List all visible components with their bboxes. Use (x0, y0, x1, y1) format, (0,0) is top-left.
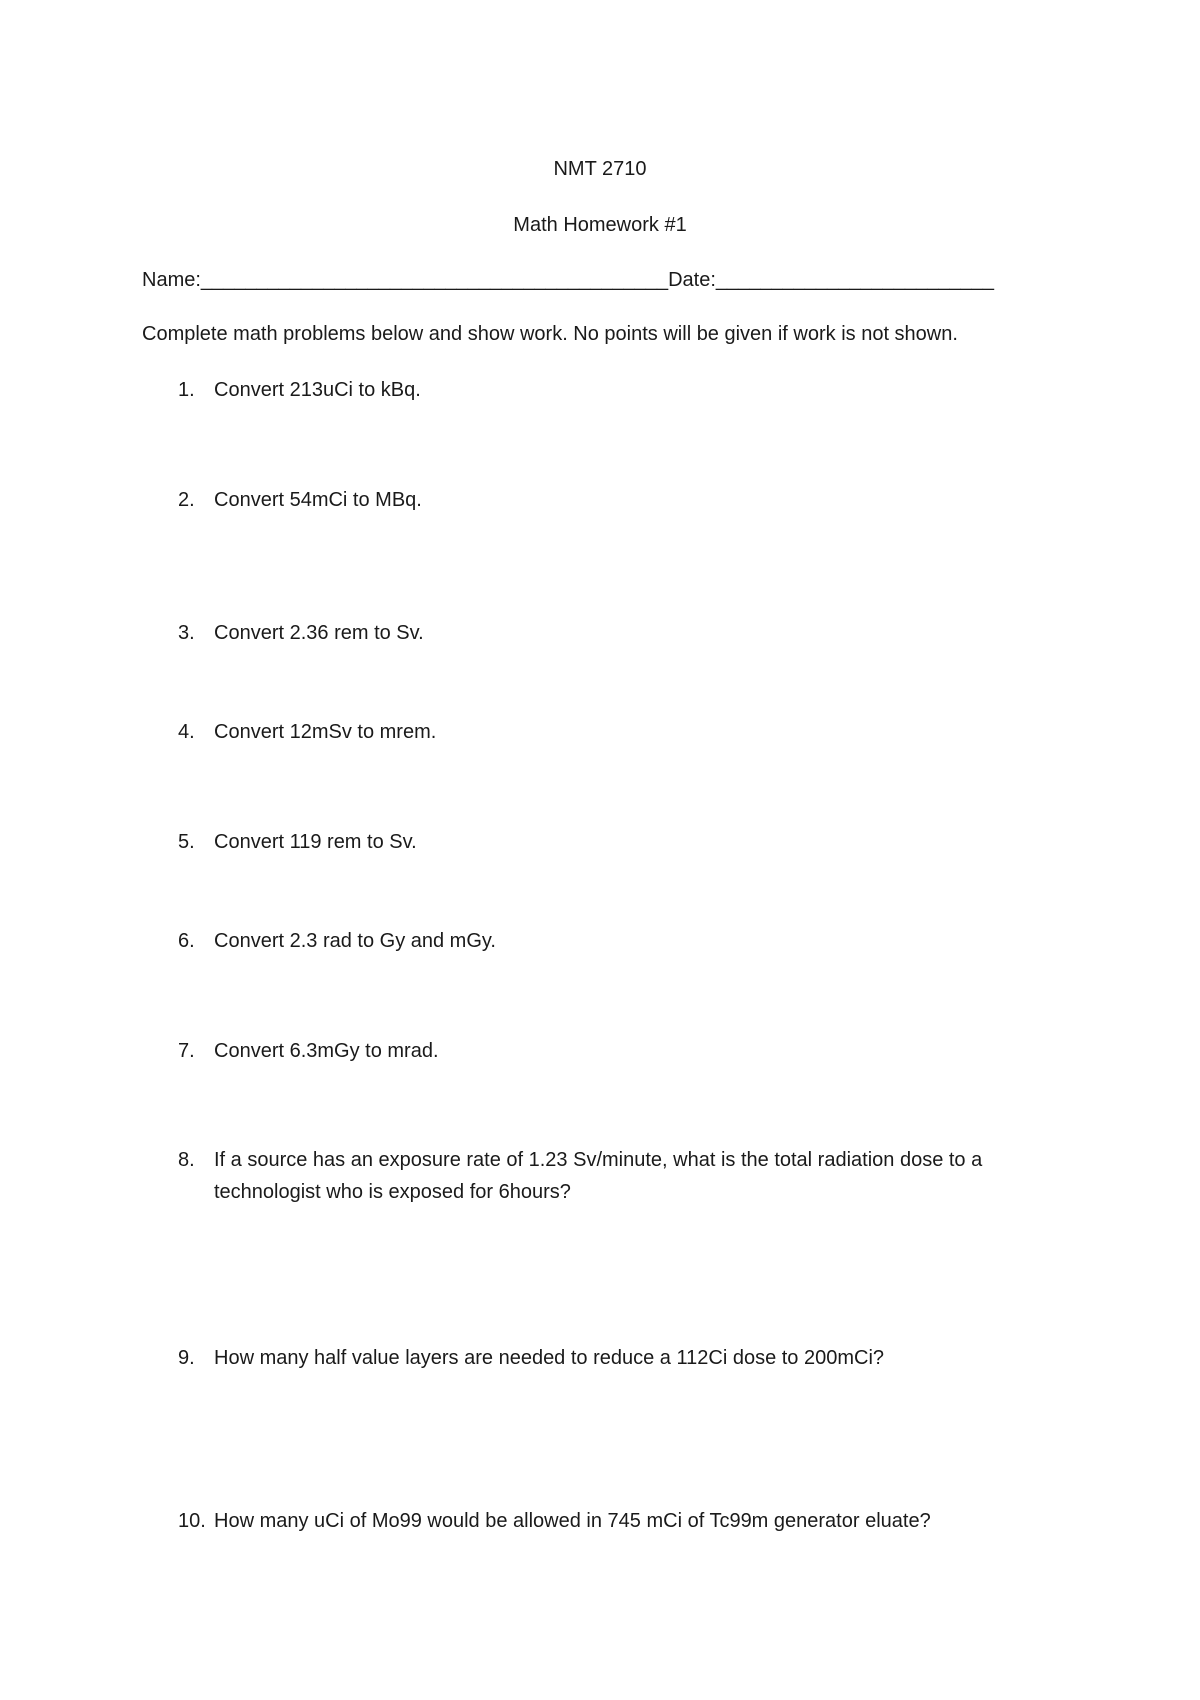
question-item (178, 484, 1038, 516)
question-text: Convert 213uCi to kBq. (214, 379, 421, 401)
question-number: 8. (178, 1149, 195, 1171)
question-item (178, 1144, 1038, 1208)
question-text: If a source has an exposure rate of 1.23 Sv/minute, what is the total radiation dose to a technologist who is exposed for 6hours? (214, 1149, 983, 1203)
question-item (178, 617, 1038, 649)
question-number: 6. (178, 930, 195, 952)
question-number: 1. (178, 379, 195, 401)
question-text: Convert 6.3mGy to mrad. (214, 1040, 439, 1062)
question-item (178, 826, 1038, 858)
question-text: Convert 54mCi to MBq. (214, 489, 422, 511)
question-text: Convert 2.3 rad to Gy and mGy. (214, 930, 496, 952)
question-number: 10. (178, 1510, 206, 1532)
date-blank: _________________________ (715, 269, 994, 291)
question-item (178, 716, 1038, 748)
page-title: Math Homework #1 (513, 214, 687, 236)
course-code: NMT 2710 (553, 158, 647, 180)
question-text: How many uCi of Mo99 would be allowed in 745 mCi of Tc99m generator eluate? (214, 1510, 931, 1532)
question-item (178, 1505, 1038, 1537)
question-number: 9. (178, 1347, 195, 1369)
question-number: 2. (178, 489, 195, 511)
question-number: 7. (178, 1040, 195, 1062)
question-number: 3. (178, 622, 195, 644)
question-item (178, 1035, 1038, 1067)
date-label: Date: (668, 269, 716, 291)
instructions: Complete math problems below and show work. No points will be given if work is not shown. (142, 323, 958, 345)
question-number: 5. (178, 831, 195, 853)
question-item (178, 925, 1038, 957)
question-text: Convert 119 rem to Sv. (214, 831, 417, 853)
name-label: Name: (142, 269, 201, 291)
question-text: Convert 2.36 rem to Sv. (214, 622, 424, 644)
question-item (178, 1342, 1038, 1374)
name-date-row (142, 268, 994, 292)
question-number: 4. (178, 721, 195, 743)
question-text: Convert 12mSv to mrem. (214, 721, 437, 743)
name-blank: __________________________________________ (200, 269, 669, 291)
question-item (178, 374, 1038, 406)
question-text: How many half value layers are needed to reduce a 112Ci dose to 200mCi? (214, 1347, 885, 1369)
